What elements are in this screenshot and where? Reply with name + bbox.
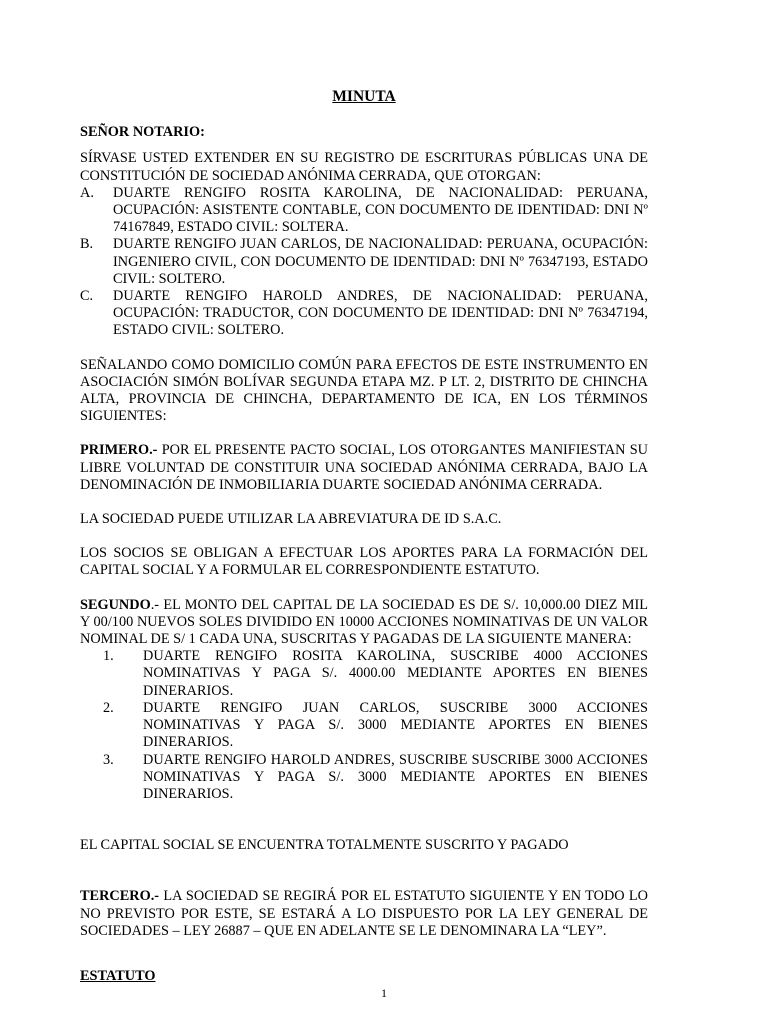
list-item-text: DUARTE RENGIFO HAROLD ANDRES, SUSCRIBE SUSCRIBE 3000 ACCIONES NOMINATIVAS Y PAGA S/. 3000 MEDIANTE APORTES EN BIENES DINERARIOS. [143, 751, 648, 802]
document-page [80, 88, 648, 985]
list-marker: A. [80, 184, 94, 201]
list-item [80, 752, 648, 804]
list-item [80, 648, 648, 700]
list-marker: 1. [103, 648, 114, 665]
intro-paragraph: SÍRVASE USTED EXTENDER EN SU REGISTRO DE ESCRITURAS PÚBLICAS UNA DE CONSTITUCIÓN DE SOCIEDAD ANÓNIMA CERRADA, QUE OTORGAN: [80, 150, 648, 184]
list-item-text: DUARTE RENGIFO ROSITA KAROLINA, DE NACIONALIDAD: PERUANA, OCUPACIÓN: ASISTENTE CONTABLE, CON DOCUMENTO DE IDENTIDAD: DNI Nº 74167849, ESTADO CIVIL: SOLTERA. [113, 184, 648, 236]
primero-paragraph [80, 442, 648, 494]
obligation-paragraph: LOS SOCIOS SE OBLIGAN A EFECTUAR LOS APORTES PARA LA FORMACIÓN DEL CAPITAL SOCIAL Y A FORMULAR EL CORRESPONDIENTE ESTATUTO. [80, 545, 648, 579]
list-item [80, 236, 648, 288]
subscriptions-list [80, 648, 648, 803]
clause-text: LA SOCIEDAD SE REGIRÁ POR EL ESTATUTO SIGUIENTE Y EN TODO LO NO PREVISTO POR ESTE, SE ESTARÁ A LO DISPUESTO POR LA LEY GENERAL DE SOCIEDADES – LEY 26887 – QUE EN ADELANTE SE LE DENOMINARA LA “LEY”. [80, 888, 648, 939]
list-item [80, 185, 648, 237]
list-item-text: DUARTE RENGIFO JUAN CARLOS, DE NACIONALIDAD: PERUANA, OCUPACIÓN: INGENIERO CIVIL, CON DOCUMENTO DE IDENTIDAD: DNI Nº 76347193, ESTADO CIVIL: SOLTERO. [113, 236, 648, 287]
list-marker: 2. [103, 699, 114, 716]
list-item-text: DUARTE RENGIFO ROSITA KAROLINA, SUSCRIBE 4000 ACCIONES NOMINATIVAS Y PAGA S/. 4000.00 MEDIANTE APORTES EN BIENES DINERARIOS. [143, 648, 648, 699]
abbreviation-paragraph: LA SOCIEDAD PUEDE UTILIZAR LA ABREVIATURA DE ID S.A.C. [80, 511, 502, 528]
domicile-paragraph: SEÑALANDO COMO DOMICILIO COMÚN PARA EFECTOS DE ESTE INSTRUMENTO EN ASOCIACIÓN SIMÓN BOLÍVAR SEGUNDA ETAPA MZ. P LT. 2, DISTRITO DE CHINCHA ALTA, PROVINCIA DE CHINCHA, DEPARTAMENTO DE ICA, EN LOS TÉRMINOS SIGUIENTES: [80, 356, 648, 425]
document-title: MINUTA [332, 88, 396, 105]
list-item-text: DUARTE RENGIFO HAROLD ANDRES, DE NACIONALIDAD: PERUANA, OCUPACIÓN: TRADUCTOR, CON DOCUMENTO DE IDENTIDAD: DNI Nº 76347194, ESTADO CIVIL: SOLTERO. [113, 288, 648, 339]
page-number: 1 [381, 986, 387, 1000]
list-marker: 3. [103, 751, 114, 768]
list-item [80, 288, 648, 340]
list-marker: C. [80, 288, 94, 305]
list-item [80, 700, 648, 752]
list-marker: B. [80, 236, 94, 253]
clause-label: TERCERO.- [80, 888, 160, 905]
list-item-text: DUARTE RENGIFO JUAN CARLOS, SUSCRIBE 3000 ACCIONES NOMINATIVAS Y PAGA S/. 3000 MEDIANTE APORTES EN BIENES DINERARIOS. [143, 699, 648, 751]
segundo-paragraph [80, 597, 648, 649]
salutation: SEÑOR NOTARIO: [80, 124, 205, 141]
grantors-list [80, 185, 648, 340]
clause-label: PRIMERO.- [80, 442, 158, 459]
estatuto-heading: ESTATUTO [80, 967, 156, 984]
tercero-paragraph [80, 888, 648, 940]
clause-text: .- EL MONTO DEL CAPITAL DE LA SOCIEDAD ES DE S/. 10,000.00 DIEZ MIL Y 00/100 NUEVOS SOLES DIVIDIDO EN 10000 ACCIONES NOMINATIVAS DE UN VALOR NOMINAL DE S/ 1 CADA UNA, SUSCRITAS Y PAGADAS DE LA SIGUIENTE MANERA: [80, 596, 648, 648]
clause-label: SEGUNDO [80, 596, 151, 613]
clause-text: POR EL PRESENTE PACTO SOCIAL, LOS OTORGANTES MANIFIESTAN SU LIBRE VOLUNTAD DE CONSTITUIR UNA SOCIEDAD ANÓNIMA CERRADA, BAJO LA DENOMINACIÓN DE INMOBILIARIA DUARTE SOCIEDAD ANÓNIMA CERRADA. [80, 442, 648, 493]
capital-statement: EL CAPITAL SOCIAL SE ENCUENTRA TOTALMENTE SUSCRITO Y PAGADO [80, 837, 569, 854]
